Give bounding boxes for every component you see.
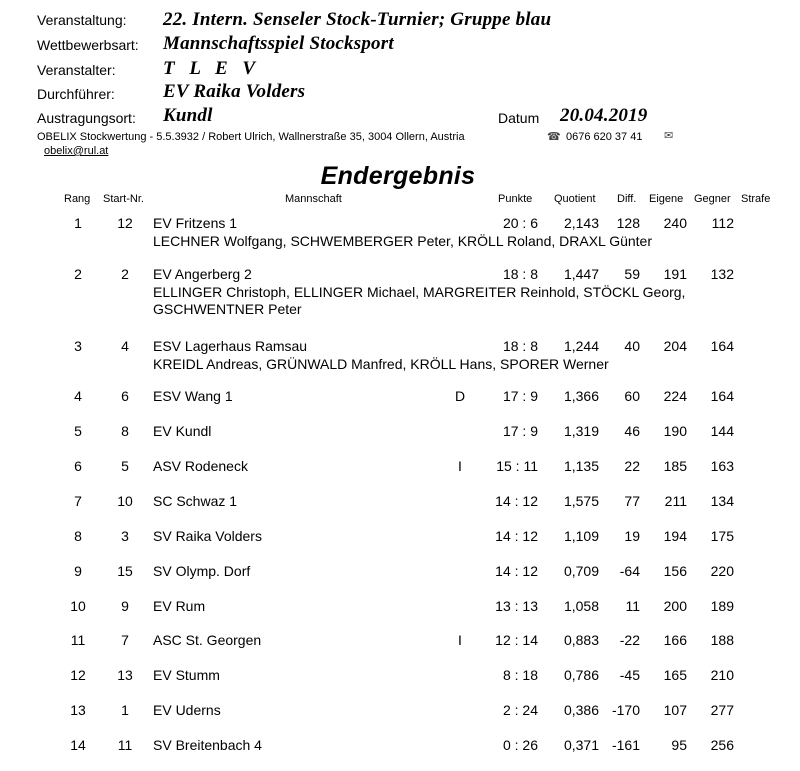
cell-team: ESV Wang 1 [153, 388, 233, 404]
cell-eigene: 224 [663, 388, 687, 404]
col-punkte: Punkte [498, 193, 533, 205]
cell-quotient: 0,786 [563, 667, 599, 683]
cell-flag: I [458, 458, 462, 474]
veranstaltung-value: 22. Intern. Senseler Stock-Turnier; Gruppe blau [163, 9, 552, 30]
page-title: Endergebnis [320, 162, 476, 190]
cell-diff: -170 [611, 702, 640, 718]
cell-rang: 11 [70, 632, 86, 648]
cell-diff: -22 [619, 632, 640, 648]
durchfuehrer-value: EV Raika Volders [163, 81, 306, 102]
cell-team: EV Rum [153, 598, 206, 614]
cell-eigene: 185 [663, 458, 687, 474]
cell-eigene: 165 [663, 667, 687, 683]
cell-team: SV Breitenbach 4 [153, 737, 262, 753]
cell-team: SV Olymp. Dorf [153, 563, 251, 579]
cell-rang: 12 [70, 667, 86, 683]
cell-team: SC Schwaz 1 [153, 493, 238, 509]
cell-quotient: 0,883 [563, 632, 599, 648]
cell-start-nr: 15 [117, 563, 133, 579]
cell-diff: 128 [616, 215, 640, 231]
cell-quotient: 1,135 [563, 458, 599, 474]
cell-eigene: 211 [664, 493, 687, 509]
cell-eigene: 200 [663, 598, 687, 614]
cell-start-nr: 7 [121, 632, 129, 648]
cell-eigene: 204 [663, 338, 687, 354]
cell-start-nr: 2 [121, 266, 129, 282]
col-mannschaft: Mannschaft [285, 193, 342, 205]
cell-eigene: 95 [671, 737, 687, 753]
cell-gegner: 189 [710, 598, 734, 614]
cell-quotient: 1,366 [563, 388, 599, 404]
cell-punkte: 20 : 6 [502, 215, 538, 231]
austragungsort-value: Kundl [163, 105, 213, 126]
cell-diff: 59 [624, 266, 640, 282]
cell-punkte: 14 : 12 [495, 563, 538, 579]
software-line: OBELIX Stockwertung - 5.5.3932 / Robert Ulrich, Wallnerstraße 35, 3004 Ollern, Austria [37, 131, 465, 143]
cell-rang: 6 [74, 458, 82, 474]
cell-start-nr: 11 [117, 737, 133, 753]
cell-quotient: 1,244 [563, 338, 599, 354]
cell-rang: 2 [74, 266, 82, 282]
cell-gegner: 163 [710, 458, 734, 474]
cell-rang: 8 [74, 528, 82, 544]
cell-punkte: 18 : 8 [502, 266, 538, 282]
cell-rang: 13 [70, 702, 86, 718]
cell-flag: D [454, 388, 466, 404]
cell-start-nr: 13 [117, 667, 133, 683]
cell-rang: 10 [70, 598, 86, 614]
cell-gegner: 256 [710, 737, 734, 753]
envelope-icon: ✉ [664, 130, 674, 142]
cell-quotient: 1,109 [563, 528, 599, 544]
cell-gegner: 220 [710, 563, 734, 579]
cell-team: EV Stumm [153, 667, 220, 683]
cell-punkte: 12 : 14 [495, 632, 538, 648]
cell-diff: 22 [624, 458, 640, 474]
cell-gegner: 175 [710, 528, 734, 544]
cell-punkte: 17 : 9 [502, 423, 538, 439]
label-austragungsort: Austragungsort: [37, 110, 136, 126]
email-link[interactable]: obelix@rul.at [44, 145, 109, 157]
cell-team: EV Angerberg 2 [153, 266, 252, 282]
cell-diff: -64 [619, 563, 640, 579]
cell-punkte: 15 : 11 [496, 458, 538, 474]
cell-rang: 1 [74, 215, 82, 231]
label-durchfuehrer: Durchführer: [37, 86, 115, 102]
cell-eigene: 156 [663, 563, 687, 579]
cell-gegner: 210 [710, 667, 734, 683]
col-rang: Rang [64, 193, 91, 205]
cell-gegner: 277 [710, 702, 734, 718]
cell-quotient: 2,143 [563, 215, 599, 231]
cell-diff: 77 [624, 493, 640, 509]
col-quotient: Quotient [554, 193, 596, 205]
team-members: LECHNER Wolfgang, SCHWEMBERGER Peter, KRÖLL Roland, DRAXL Günter [153, 233, 652, 249]
team-members: KREIDL Andreas, GRÜNWALD Manfred, KRÖLL Hans, SPORER Werner [153, 356, 609, 372]
cell-quotient: 1,058 [563, 598, 599, 614]
cell-punkte: 8 : 18 [502, 667, 538, 683]
cell-rang: 9 [74, 563, 82, 579]
cell-quotient: 0,371 [563, 737, 599, 753]
cell-start-nr: 12 [117, 215, 133, 231]
cell-quotient: 0,386 [563, 702, 599, 718]
phone-number: 0676 620 37 41 [566, 131, 643, 143]
cell-punkte: 2 : 24 [502, 702, 538, 718]
cell-rang: 14 [70, 737, 86, 753]
cell-team: SV Raika Volders [153, 528, 262, 544]
cell-punkte: 14 : 12 [495, 528, 538, 544]
cell-quotient: 0,709 [563, 563, 599, 579]
cell-team: EV Fritzens 1 [153, 215, 238, 231]
datum-value: 20.04.2019 [560, 105, 648, 126]
cell-eigene: 107 [663, 702, 687, 718]
cell-team: ASV Rodeneck [153, 458, 248, 474]
cell-start-nr: 8 [121, 423, 129, 439]
team-members: ELLINGER Christoph, ELLINGER Michael, MARGREITER Reinhold, STÖCKL Georg, GSCHWENTNER Peter [153, 284, 686, 317]
cell-diff: 11 [625, 598, 640, 614]
cell-start-nr: 5 [121, 458, 129, 474]
cell-rang: 7 [74, 493, 82, 509]
cell-rang: 4 [74, 388, 82, 404]
cell-gegner: 164 [710, 338, 734, 354]
label-veranstalter: Veranstalter: [37, 62, 116, 78]
cell-quotient: 1,319 [563, 423, 599, 439]
label-wettbewerbsart: Wettbewerbsart: [37, 37, 139, 53]
cell-team: EV Kundl [153, 423, 212, 439]
col-eigene: Eigene [649, 193, 684, 205]
cell-diff: -45 [619, 667, 640, 683]
cell-diff: 40 [624, 338, 640, 354]
cell-flag: I [458, 632, 462, 648]
cell-eigene: 191 [663, 266, 687, 282]
col-start-nr: Start-Nr. [103, 193, 144, 205]
col-gegner: Gegner [694, 193, 731, 205]
col-strafe: Strafe [741, 193, 771, 205]
cell-start-nr: 1 [121, 702, 129, 718]
cell-rang: 3 [74, 338, 82, 354]
cell-punkte: 17 : 9 [502, 388, 538, 404]
col-diff: Diff. [617, 193, 637, 205]
cell-punkte: 13 : 13 [495, 598, 538, 614]
cell-team: ESV Lagerhaus Ramsau [153, 338, 308, 354]
label-veranstaltung: Veranstaltung: [37, 12, 127, 28]
cell-gegner: 132 [710, 266, 734, 282]
cell-gegner: 134 [710, 493, 734, 509]
phone-icon: ☎ [547, 131, 561, 143]
cell-diff: 60 [624, 388, 640, 404]
cell-team: ASC St. Georgen [153, 632, 262, 648]
cell-rang: 5 [74, 423, 82, 439]
cell-start-nr: 3 [121, 528, 129, 544]
cell-start-nr: 9 [121, 598, 129, 614]
cell-diff: 46 [624, 423, 640, 439]
cell-quotient: 1,575 [563, 493, 599, 509]
cell-quotient: 1,447 [563, 266, 599, 282]
veranstalter-value: T L E V [163, 58, 261, 79]
cell-diff: 19 [624, 528, 640, 544]
cell-gegner: 164 [710, 388, 734, 404]
cell-gegner: 188 [710, 632, 734, 648]
cell-eigene: 194 [663, 528, 687, 544]
cell-eigene: 166 [663, 632, 687, 648]
cell-gegner: 112 [711, 215, 734, 231]
cell-start-nr: 6 [121, 388, 129, 404]
cell-punkte: 0 : 26 [502, 737, 538, 753]
cell-start-nr: 4 [121, 338, 129, 354]
label-datum: Datum [498, 110, 540, 126]
cell-punkte: 18 : 8 [502, 338, 538, 354]
cell-gegner: 144 [710, 423, 734, 439]
cell-punkte: 14 : 12 [495, 493, 538, 509]
cell-start-nr: 10 [117, 493, 133, 509]
cell-team: EV Uderns [153, 702, 221, 718]
wettbewerbsart-value: Mannschaftsspiel Stocksport [163, 33, 394, 54]
cell-eigene: 190 [663, 423, 687, 439]
cell-diff: -161 [611, 737, 640, 753]
cell-eigene: 240 [663, 215, 687, 231]
